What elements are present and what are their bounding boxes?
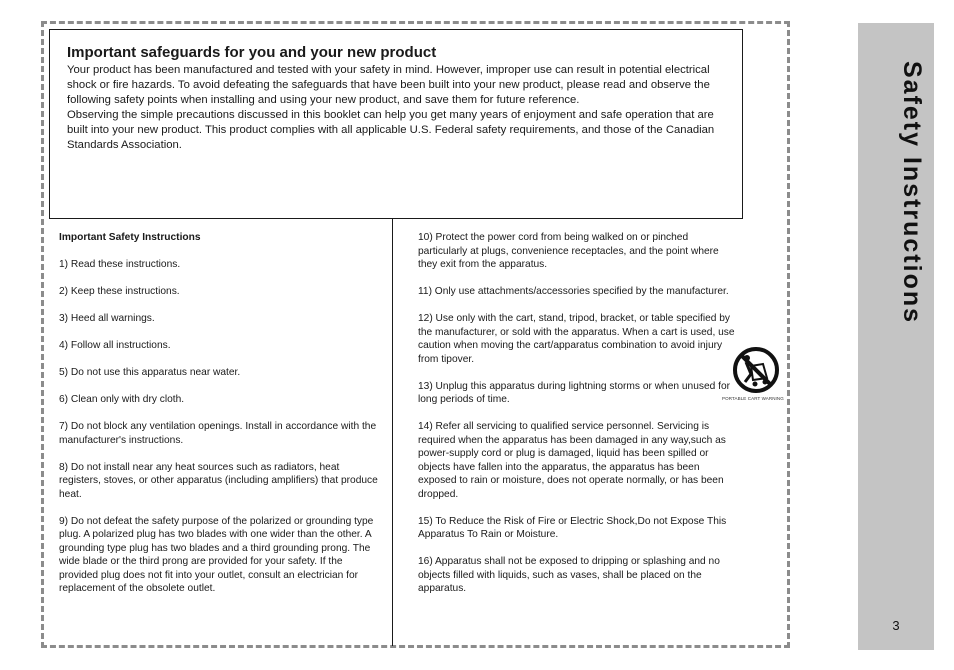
instruction-item: 13) Unplug this apparatus during lightning storms or when unused for long periods of time. [418, 380, 731, 405]
instruction-item: 10) Protect the power cord from being walked on or pinched particularly at plugs, convenience receptacles, and the point where they exit from the apparatus. [418, 232, 719, 270]
instruction-item: 12) Use only with the cart, stand, tripod, bracket, or table specified by the manufacturer, or sold with the apparatus. When a cart is used, use caution when moving the cart/apparatus combination to avoid injury from tipover. [418, 313, 735, 365]
intro-paragraph-2: Observing the simple precautions discussed in this booklet can help you get many years of enjoyment and safe operation that are built into your new product. This product complies with all applicable U.S. Federal safety requirements, and those of the Canadian Standards Association. [67, 109, 715, 151]
instructions-column-right [418, 231, 740, 609]
instruction-item: 3) Heed all warnings. [59, 313, 155, 324]
cart-warning-caption: PORTABLE CART WARNING [722, 396, 784, 401]
instruction-item: 7) Do not block any ventilation openings. Install in accordance with the manufacturer's instructions. [59, 421, 377, 446]
page-number: 3 [892, 618, 900, 633]
intro-paragraph-1: Your product has been manufactured and tested with your safety in mind. However, improper use can result in potential electrical shock or fire hazards. To avoid defeating the safeguards that have been built into your new product, please read and observe the following safety points when installing and using your new product, and save them for future reference. [67, 64, 710, 106]
instruction-item: 4) Follow all instructions. [59, 340, 171, 351]
section-title: Safety Instructions [898, 61, 926, 325]
side-band [858, 23, 934, 650]
instructions-column-left [59, 231, 381, 609]
instruction-item: 15) To Reduce the Risk of Fire or Electric Shock,Do not Expose This Apparatus To Rain or Moisture. [418, 515, 727, 540]
column-divider [392, 219, 393, 646]
instruction-item: 1) Read these instructions. [59, 259, 181, 270]
instruction-item: 6) Clean only with dry cloth. [59, 394, 185, 405]
instruction-item: 11) Only use attachments/accessories specified by the manufacturer. [418, 286, 729, 297]
instruction-item: 5) Do not use this apparatus near water. [59, 367, 241, 378]
instruction-item: 16) Apparatus shall not be exposed to dripping or splashing and no objects filled with liquids, such as vases, shall be placed on the apparatus. [418, 556, 720, 594]
instruction-item: 9) Do not defeat the safety purpose of the polarized or grounding type plug. A polarized plug has two blades with one wider than the other. A grounding type plug has two blades and a third grounding prong. The wide blade or the third prong are provided for your safety. If the provided plug does not fit into your outlet, consult an electrician for replacement of the obsolete outlet. [59, 515, 374, 594]
instructions-heading: Important Safety Instructions [59, 232, 201, 243]
instruction-item: 8) Do not install near any heat sources such as radiators, heat registers, stoves, or other apparatus (including amplifiers) that produce heat. [59, 461, 378, 500]
instruction-item: 2) Keep these instructions. [59, 286, 180, 297]
intro-title: Important safeguards for you and your new product [67, 44, 437, 61]
instruction-item: 14) Refer all servicing to qualified service personnel. Servicing is required when the apparatus has been damaged in any way,such as power-supply cord or plug is damaged, liquid has been spilled or objects have fallen into the apparatus, the apparatus has been exposed to rain or moisture, does not operate normally, or has been dropped. [418, 421, 726, 500]
intro-box [49, 29, 743, 219]
